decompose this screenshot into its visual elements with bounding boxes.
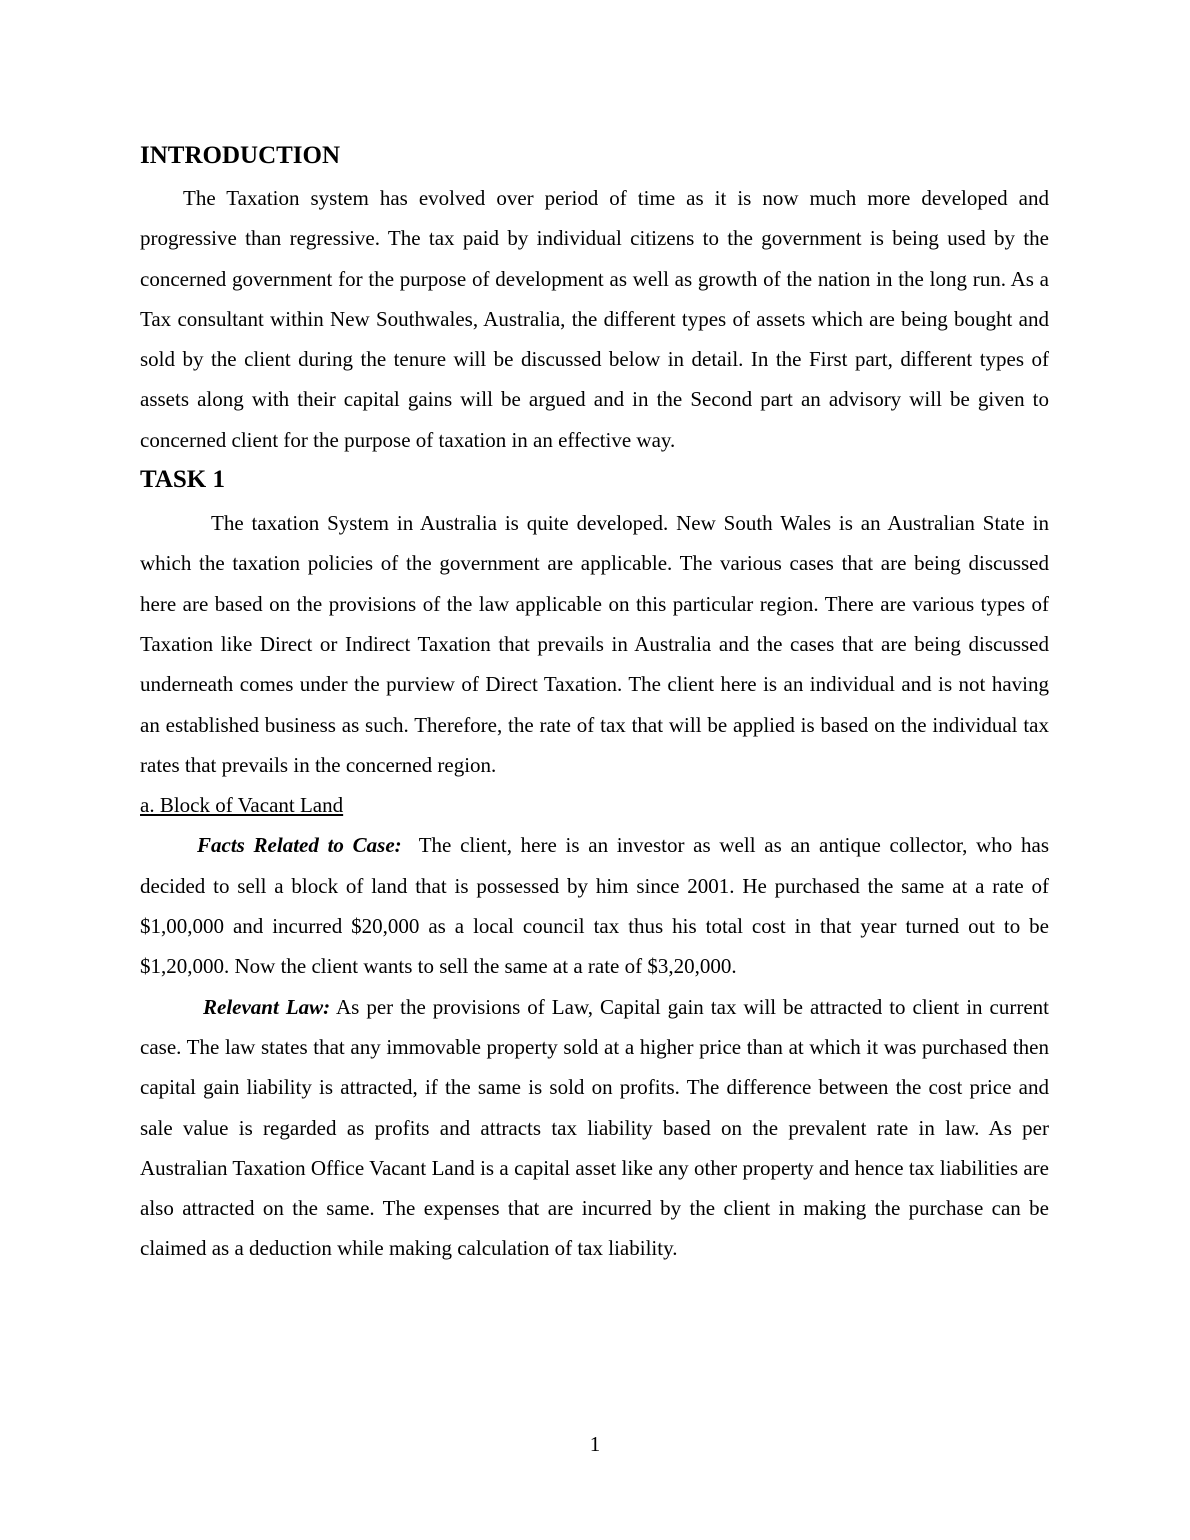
task1-paragraph: The taxation System in Australia is quite developed. New South Wales is an Australian State in which the taxation policies of the government are applicable. The various cases that are being discussed here are based on the provisions of the law applicable on this particular region. There are various types of Taxation like Direct or Indirect Taxation that prevails in Australia and the cases that are being discussed underneath comes under the purview of Direct Taxation. The client here is an individual and is not having an established business as such. Therefore, the rate of tax that will be applied is based on the individual tax rates that prevails in the concerned region.: [140, 511, 1049, 777]
introduction-heading: INTRODUCTION: [140, 142, 341, 169]
introduction-paragraph: The Taxation system has evolved over period of time as it is now much more developed and progressive than regressive. The tax paid by individual citizens to the government is being used by the concerned government for the purpose of development as well as growth of the nation in the long run. As a Tax consultant within New Southwales, Australia, the different types of assets which are being bought and sold by the client during the tenure will be discussed below in detail. In the First part, different types of assets along with their capital gains will be argued and in the Second part an advisory will be given to concerned client for the purpose of taxation in an effective way.: [140, 186, 1049, 452]
facts-text: The client, here is an investor as well as an antique collector, who has decided to sell a block of land that is possessed by him since 2001. He purchased the same at a rate of $1,00,000 and incurred $20,000 as a local council tax thus his total cost in that year turned out to be $1,20,000. Now the client wants to sell the same at a rate of $3,20,000.: [140, 833, 1055, 979]
task1-heading: TASK 1: [140, 466, 225, 494]
relevant-law-paragraph: [140, 987, 1049, 1269]
document-page: [140, 138, 1055, 1269]
facts-paragraph: [140, 825, 1055, 986]
law-text: As per the provisions of Law, Capital gain tax will be attracted to client in current case. The law states that any immovable property sold at a higher price than at which it was purchased then capital gain liability is attracted, if the same is sold on profits. The difference between the cost price and sale value is regarded as profits and attracts tax liability based on the prevalent rate in law. As per Australian Taxation Office Vacant Land is a capital asset like any other property and hence tax liabilities are also attracted on the same. The expenses that are incurred by the client in making the purchase can be claimed as a deduction while making calculation of tax liability.: [140, 994, 1049, 1261]
page-number: 1: [589, 1432, 601, 1456]
law-label: Relevant Law:: [203, 994, 331, 1019]
section-a-title: a. Block of Vacant Land: [140, 793, 344, 818]
facts-label: Facts Related to Case:: [197, 833, 402, 858]
